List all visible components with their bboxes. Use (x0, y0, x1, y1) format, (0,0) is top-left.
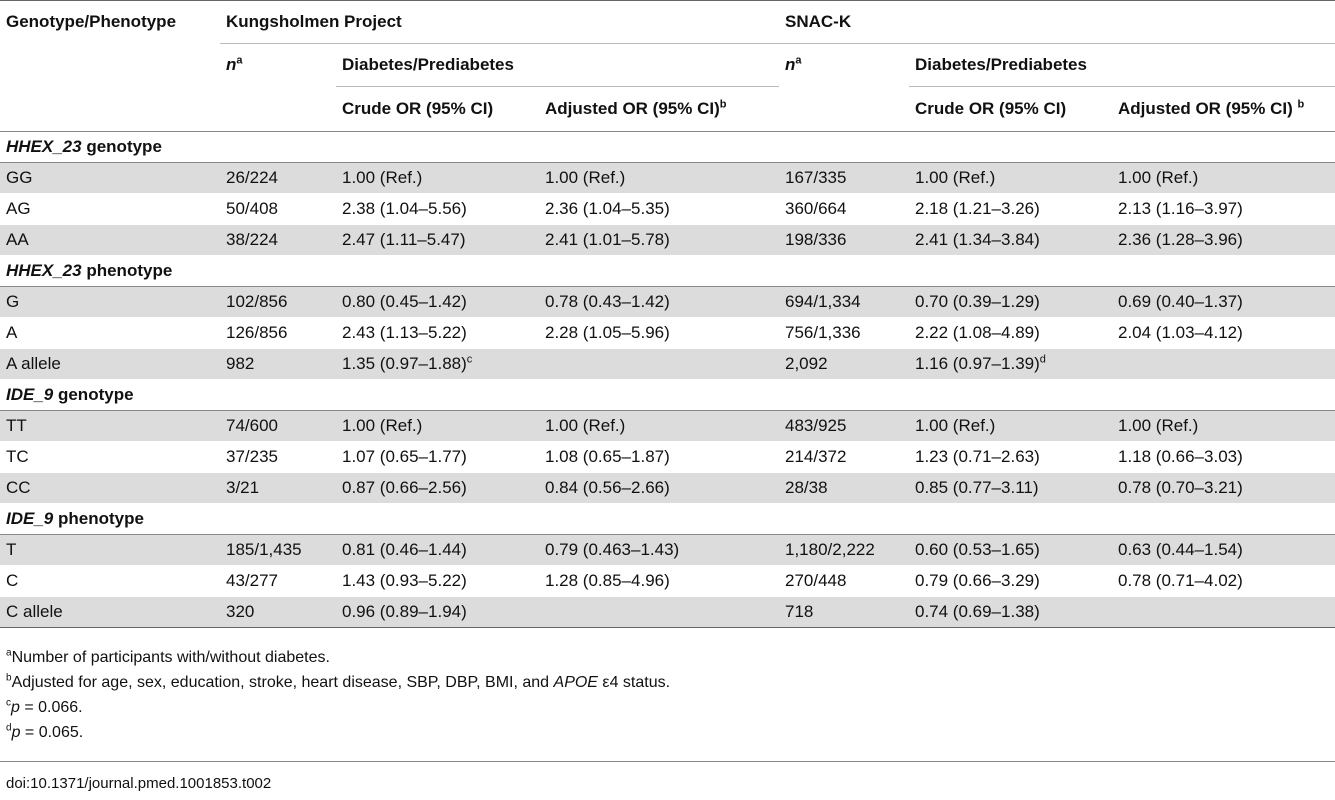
cell-snac-k-adjusted-or: 0.69 (0.40–1.37) (1112, 287, 1335, 318)
cell-kungsholmen-crude-or: 2.47 (1.11–5.47) (336, 225, 539, 256)
row-label: T (0, 535, 220, 566)
footnotes (6, 645, 670, 745)
cell-snac-k-adjusted-or: 0.78 (0.70–3.21) (1112, 473, 1335, 504)
cell-snac-k-n: 483/925 (779, 411, 909, 442)
cell-snac-k-adjusted-or: 1.18 (0.66–3.03) (1112, 442, 1335, 473)
cell-snac-k-adjusted-or: 2.04 (1.03–4.12) (1112, 318, 1335, 349)
section-header-row (0, 504, 1335, 535)
doi-label: doi:10.1371/journal.pmed.1001853.t002 (6, 775, 272, 792)
cell-snac-k-adjusted-or (1112, 349, 1335, 380)
row-label: A allele (0, 349, 220, 380)
cell-snac-k-crude-or: 0.79 (0.66–3.29) (909, 566, 1112, 597)
header-n-kungsholmen: $n^a$ (226, 54, 243, 75)
cell-kungsholmen-n: 43/277 (220, 566, 336, 597)
cell-kungsholmen-n: 102/856 (220, 287, 336, 318)
cell-snac-k-n: 270/448 (779, 566, 909, 597)
cell-snac-k-crude-or: 1.00 (Ref.) (909, 411, 1112, 442)
row-label: C allele (0, 597, 220, 628)
section-title: IDE_9 phenotype (0, 504, 1335, 535)
table-header (0, 1, 1335, 132)
row-label: AA (0, 225, 220, 256)
row-label: A (0, 318, 220, 349)
cell-snac-k-crude-or: 1.23 (0.71–2.63) (909, 442, 1112, 473)
header-spacer (779, 87, 909, 132)
section-header-row (0, 132, 1335, 163)
section-title: HHEX_23 genotype (0, 132, 1335, 163)
header-n-snac-k: $n^a$ (785, 54, 802, 75)
cell-kungsholmen-adjusted-or: 2.36 (1.04–5.35) (539, 194, 779, 225)
header-adjusted-or-snac-k: Adjusted OR (95% CI) $^b$ (1112, 87, 1335, 132)
table-row (0, 442, 1335, 473)
cell-snac-k-adjusted-or: 2.36 (1.28–3.96) (1112, 225, 1335, 256)
table-row (0, 535, 1335, 566)
cell-kungsholmen-adjusted-or: 0.78 (0.43–1.42) (539, 287, 779, 318)
cell-kungsholmen-crude-or: 1.07 (0.65–1.77) (336, 442, 539, 473)
cell-snac-k-n: 756/1,336 (779, 318, 909, 349)
cell-snac-k-crude-or: 0.85 (0.77–3.11) (909, 473, 1112, 504)
cell-kungsholmen-crude-or: 1.00 (Ref.) (336, 411, 539, 442)
cell-kungsholmen-adjusted-or: 1.08 (0.65–1.87) (539, 442, 779, 473)
footer-divider (0, 761, 1335, 762)
header-diabetes-prediabetes-kungsholmen: Diabetes/Prediabetes (336, 44, 779, 87)
cell-kungsholmen-adjusted-or (539, 349, 779, 380)
cell-kungsholmen-crude-or: 2.38 (1.04–5.56) (336, 194, 539, 225)
cell-kungsholmen-crude-or: 0.80 (0.45–1.42) (336, 287, 539, 318)
cell-snac-k-adjusted-or: 2.13 (1.16–3.97) (1112, 194, 1335, 225)
footnote-a: $^a$Number of participants with/without diabetes. (6, 647, 330, 666)
footnote-c: $^c$p = 0.066. (6, 697, 83, 716)
cell-snac-k-n: 1,180/2,222 (779, 535, 909, 566)
cell-kungsholmen-n: 126/856 (220, 318, 336, 349)
table-row (0, 163, 1335, 194)
cell-snac-k-n: 718 (779, 597, 909, 628)
header-genotype-phenotype: Genotype/Phenotype (0, 1, 220, 44)
cell-snac-k-n: 214/372 (779, 442, 909, 473)
footnote-d: $^d$p = 0.065. (6, 722, 84, 741)
cell-kungsholmen-crude-or: 1.00 (Ref.) (336, 163, 539, 194)
section-title: IDE_9 genotype (0, 380, 1335, 411)
cell-kungsholmen-adjusted-or: 1.28 (0.85–4.96) (539, 566, 779, 597)
cell-kungsholmen-adjusted-or: 0.84 (0.56–2.66) (539, 473, 779, 504)
cell-snac-k-crude-or: 1.16 $(0.97-1.39)^d$ (909, 349, 1112, 380)
header-spacer (220, 87, 336, 132)
cell-snac-k-n: 360/664 (779, 194, 909, 225)
header-adjusted-or-kungsholmen: Adjusted OR (95% CI)$^b$ (539, 87, 779, 132)
cell-snac-k-adjusted-or: 1.00 (Ref.) (1112, 411, 1335, 442)
section-title: HHEX_23 phenotype (0, 256, 1335, 287)
cell-kungsholmen-crude-or: 0.81 (0.46–1.44) (336, 535, 539, 566)
table-row (0, 318, 1335, 349)
cell-kungsholmen-adjusted-or: 2.41 (1.01–5.78) (539, 225, 779, 256)
cell-snac-k-adjusted-or: 0.78 (0.71–4.02) (1112, 566, 1335, 597)
row-label: AG (0, 194, 220, 225)
cell-kungsholmen-crude-or: 2.43 (1.13–5.22) (336, 318, 539, 349)
cell-kungsholmen-adjusted-or (539, 597, 779, 628)
table-row (0, 349, 1335, 380)
row-label: C (0, 566, 220, 597)
cell-kungsholmen-n: 26/224 (220, 163, 336, 194)
cell-kungsholmen-adjusted-or: 1.00 (Ref.) (539, 163, 779, 194)
cell-snac-k-adjusted-or (1112, 597, 1335, 628)
cell-snac-k-n: 167/335 (779, 163, 909, 194)
cell-kungsholmen-adjusted-or: 1.00 (Ref.) (539, 411, 779, 442)
table-row (0, 411, 1335, 442)
header-crude-or-kungsholmen: Crude OR (95% CI) (336, 87, 539, 132)
cell-snac-k-crude-or: 1.00 (Ref.) (909, 163, 1112, 194)
table-row (0, 566, 1335, 597)
table-row (0, 473, 1335, 504)
cell-snac-k-crude-or: 2.41 (1.34–3.84) (909, 225, 1112, 256)
cell-snac-k-adjusted-or: 0.63 (0.44–1.54) (1112, 535, 1335, 566)
cell-snac-k-n: 2,092 (779, 349, 909, 380)
cell-snac-k-n: 198/336 (779, 225, 909, 256)
row-label: TT (0, 411, 220, 442)
cell-snac-k-n: 28/38 (779, 473, 909, 504)
cell-kungsholmen-crude-or: 0.87 (0.66–2.56) (336, 473, 539, 504)
cell-snac-k-crude-or: 0.60 (0.53–1.65) (909, 535, 1112, 566)
cell-snac-k-crude-or: 2.18 (1.21–3.26) (909, 194, 1112, 225)
cell-kungsholmen-n: 320 (220, 597, 336, 628)
header-kungsholmen-project: Kungsholmen Project (220, 1, 779, 44)
cell-kungsholmen-n: 74/600 (220, 411, 336, 442)
cell-kungsholmen-n: 37/235 (220, 442, 336, 473)
cell-kungsholmen-n: 50/408 (220, 194, 336, 225)
cell-kungsholmen-crude-or: 0.96 (0.89–1.94) (336, 597, 539, 628)
footnote-b: $^b$Adjusted for age, sex, education, stroke, heart disease, SBP, DBP, BMI, and APOE ε4 status. (6, 672, 671, 691)
cell-kungsholmen-crude-or: 1.35 $(0.97-1.88)^c$ (336, 349, 539, 380)
table-row (0, 597, 1335, 628)
header-snac-k: SNAC-K (779, 1, 1335, 44)
table-body (0, 132, 1335, 628)
header-crude-or-snac-k: Crude OR (95% CI) (909, 87, 1112, 132)
table-row (0, 225, 1335, 256)
cell-kungsholmen-n: 982 (220, 349, 336, 380)
row-label: TC (0, 442, 220, 473)
header-spacer (0, 87, 220, 132)
cell-kungsholmen-n: 185/1,435 (220, 535, 336, 566)
cell-snac-k-crude-or: 0.70 (0.39–1.29) (909, 287, 1112, 318)
cell-kungsholmen-n: 3/21 (220, 473, 336, 504)
cell-kungsholmen-adjusted-or: 0.79 (0.463–1.43) (539, 535, 779, 566)
cell-kungsholmen-crude-or: 1.43 (0.93–5.22) (336, 566, 539, 597)
header-diabetes-prediabetes-snac-k: Diabetes/Prediabetes (909, 44, 1335, 87)
table-row (0, 194, 1335, 225)
cell-kungsholmen-n: 38/224 (220, 225, 336, 256)
section-header-row (0, 380, 1335, 411)
row-label: G (0, 287, 220, 318)
header-spacer (0, 44, 220, 87)
cell-kungsholmen-adjusted-or: 2.28 (1.05–5.96) (539, 318, 779, 349)
cell-snac-k-n: 694/1,334 (779, 287, 909, 318)
cell-snac-k-crude-or: 0.74 (0.69–1.38) (909, 597, 1112, 628)
table-row (0, 287, 1335, 318)
cell-snac-k-crude-or: 2.22 (1.08–4.89) (909, 318, 1112, 349)
section-header-row (0, 256, 1335, 287)
cell-snac-k-adjusted-or: 1.00 (Ref.) (1112, 163, 1335, 194)
row-label: CC (0, 473, 220, 504)
row-label: GG (0, 163, 220, 194)
